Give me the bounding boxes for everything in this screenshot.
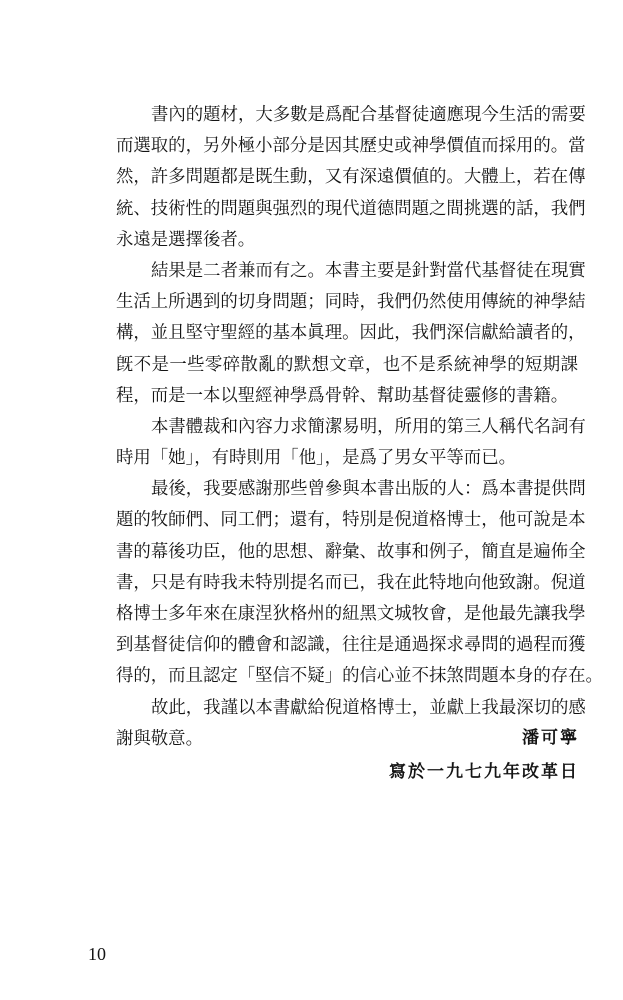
paragraph-3	[116, 412, 586, 474]
text-line: 生活上所遇到的切身問題；同時，我們仍然使用傳統的神學結	[116, 292, 586, 313]
text-line: 然，許多問題都是既生動，又有深遠價値的。大體上，若在傳	[116, 167, 586, 188]
text-line: 題的牧師們、同工們；還有，特別是倪道格博士，他可說是本	[116, 510, 586, 531]
text-line: 書，只是有時我未特別提名而已，我在此特地向他致謝。倪道	[116, 572, 586, 593]
text-line: 結果是二者兼而有之。本書主要是針對當代基督徒在現實	[151, 260, 586, 281]
text-line: 本書體裁和內容力求簡潔易明，所用的第三人稱代名詞有	[151, 416, 586, 437]
text-line: 永遠是選擇後者。	[116, 229, 256, 250]
paragraph-2	[116, 256, 586, 412]
page-number: 10	[88, 944, 106, 964]
text-line: 程，而是一本以聖經神學爲骨幹、幫助基督徒靈修的書籍。	[116, 385, 569, 406]
text-line: 統、技術性的問題與强烈的現代道德問題之間挑選的話，我們	[116, 198, 586, 219]
text-line: 謝與敬意。	[116, 728, 203, 749]
text-line: 故此，我謹以本書獻給倪道格博士，並獻上我最深切的感	[151, 697, 586, 718]
text-line: 書的幕後功臣，他的思想、辭彙、故事和例子，簡直是遍佈全	[116, 541, 586, 562]
body-text	[116, 100, 603, 755]
text-line: 時用「她」，有時則用「他」，是爲了男女平等而已。	[116, 448, 516, 469]
text-line: 而選取的，另外極小部分是因其歷史或神學價值而採用的。當	[116, 136, 586, 157]
author-signature: 潘可寧	[522, 728, 579, 748]
text-line: 旣不是一些零碎散亂的默想文章，也不是系統神學的短期課	[116, 354, 578, 375]
text-line: 構，並且堅守聖經的基本眞理。因此，我們深信獻給讀者的，	[116, 323, 586, 344]
text-line: 格博士多年來在康涅狄格州的紐黑文城牧會，是他最先讓我學	[116, 604, 586, 624]
paragraph-4	[116, 474, 603, 692]
text-line: 最後，我要感謝那些曾參與本書出版的人：爲本書提供問	[151, 479, 586, 500]
date-line: 寫於一九七九年改革日	[389, 762, 579, 782]
paragraph-5	[116, 693, 586, 755]
paragraph-1	[116, 100, 586, 256]
text-line: 到基督徒信仰的體會和認識，往往是通過探求尋問的過程而獲	[116, 635, 586, 656]
text-line: 書內的題材，大多數是爲配合基督徒適應現今生活的需要	[151, 105, 586, 125]
text-line: 得的，而且認定「堅信不疑」的信心並不抹煞問題本身的存在。	[116, 666, 603, 687]
